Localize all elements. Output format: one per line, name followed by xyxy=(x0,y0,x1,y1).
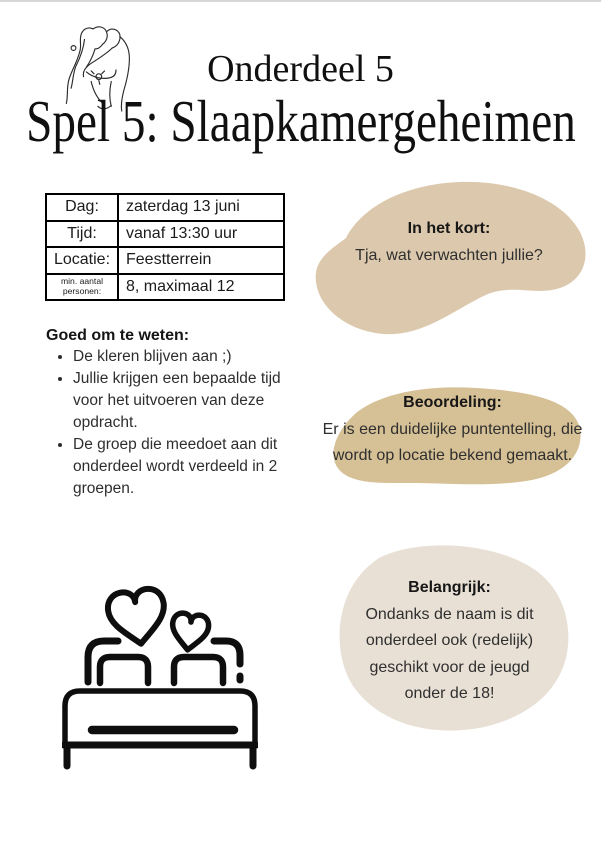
info-table xyxy=(45,193,285,301)
table-row-persons xyxy=(47,273,283,300)
persons-value: 8, maximaal 12 xyxy=(126,277,235,295)
page-subtitle: Onderdeel 5 xyxy=(207,48,394,90)
persons-label: min. aantal personen: xyxy=(47,275,119,300)
page-title xyxy=(0,88,601,154)
callout-in-het-kort xyxy=(320,216,578,269)
callout-body: Ondanks de naam is dit onderdeel ook (redelijk) geschikt voor de jeugd onder de 18! xyxy=(365,605,534,702)
table-row-location xyxy=(47,246,283,273)
callout-beoordeling xyxy=(305,390,600,470)
time-value: vanaf 13:30 uur xyxy=(126,224,238,242)
page-top-edge xyxy=(0,0,601,2)
callout-heading: Belangrijk: xyxy=(408,579,491,596)
list-item: • Jullie krijgen een bepaalde tijd voor het uitvoeren van deze opdracht. xyxy=(73,368,313,434)
callout-body: Er is een duidelijke puntentelling, die wordt op locatie bekend gemaakt. xyxy=(322,420,583,464)
notes-heading: Goed om te weten: xyxy=(46,327,190,344)
callout-heading: Beoordeling: xyxy=(403,394,502,411)
table-row-time xyxy=(47,220,283,247)
day-label: Dag: xyxy=(47,195,119,220)
day-value: zaterdag 13 juni xyxy=(126,198,240,216)
bed-with-hearts-icon xyxy=(62,584,258,776)
notes-list xyxy=(57,346,313,500)
location-value: Feestterrein xyxy=(126,251,212,269)
callout-belangrijk xyxy=(352,575,547,708)
callout-body: Tja, wat verwachten jullie? xyxy=(355,246,543,264)
location-label: Locatie: xyxy=(47,248,119,273)
list-item: • De kleren blijven aan ;) xyxy=(73,346,313,368)
callout-heading: In het kort: xyxy=(407,220,491,237)
table-row-day xyxy=(47,195,283,220)
time-label: Tijd: xyxy=(47,222,119,247)
list-item: • De groep die meedoet aan dit onderdeel wordt verdeeld in 2 groepen. xyxy=(73,434,313,500)
page-title-text: Spel 5: Slaapkamergeheimen xyxy=(25,88,576,154)
